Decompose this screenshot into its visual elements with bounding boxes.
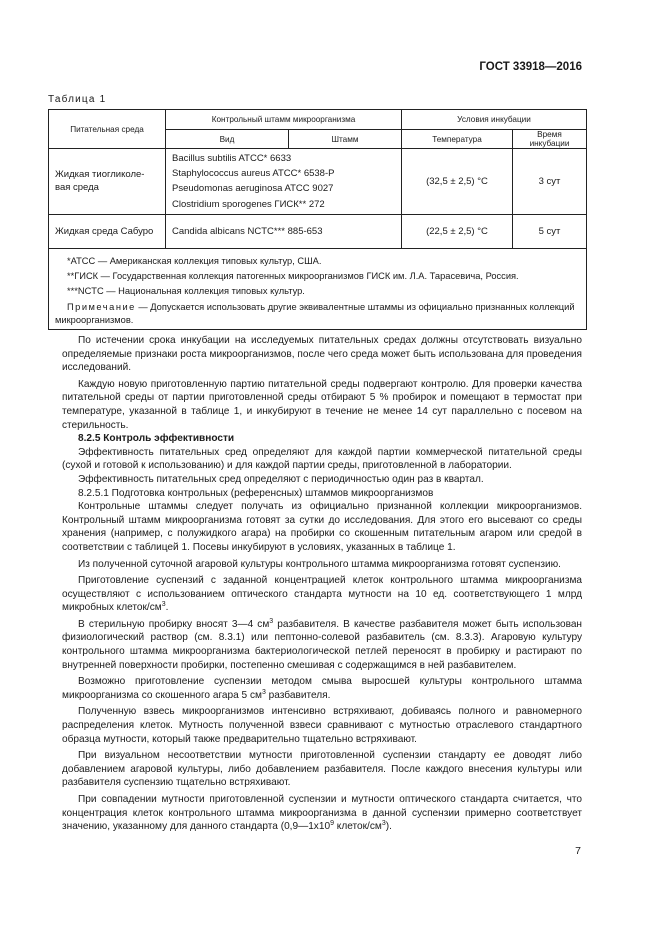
paragraph: Каждую новую приготовленную партию питательной среды подвергают контролю. Для проверки качества питательной среды от партии приготовленной среды отбирают 5 % пробирок и помещают в термостат при температуре, указанной в таблице 1, и инкубируют в течение не менее 14 сут параллельно с посевом на стерильность.: [62, 378, 582, 431]
section-heading: 8.2.5 Контроль эффективности: [78, 433, 235, 445]
row2-temperature: (22,5 ± 2,5) °C: [402, 214, 513, 248]
text: клеток/см: [334, 821, 382, 833]
paragraph: Из полученной суточной агаровой культуры контрольного штамма микроорганизма готовят суспензию.: [78, 558, 561, 570]
paragraph: Полученную взвесь микроорганизмов интенсивно встряхивают, добиваясь полного и равномерного распределения клеток. Мутность полученной взвеси сравнивают с мутностью отраслевого стандартного образца мутности, который также предварительно тщательно встряхивают.: [62, 706, 582, 745]
note-label: Примечание: [67, 301, 136, 312]
text: .: [165, 602, 169, 614]
paragraph: Эффективность питательных сред определяют для каждой партии коммерческой питательной среды (сухой и готовой к использованию) и для каждой партии среды, приготовленной в лаборатории.: [62, 446, 582, 472]
footnote: *ATCC — Американская коллекция типовых культур, США.: [67, 255, 322, 266]
footnote: **ГИСК — Государственная коллекция патогенных микроорганизмов ГИСК им. Л.А. Тарасевича, Россия.: [67, 270, 519, 281]
paragraph: [62, 618, 582, 672]
body-text: [62, 334, 582, 834]
paragraph: При визуальном несоответствии мутности приготовленной суспензии стандарту ее доводят либо добавлением агаровой культуры, либо добавлением разбавителя. После каждого внесения культуры или разбавителя суспензию тщательно встряхивают.: [62, 750, 582, 789]
table-note: [55, 301, 580, 327]
superscript: 3: [261, 688, 266, 696]
text: разбавителя. В качестве разбавителя может быть использован физиологический раствор (см. 8.3.1) или пептонно-солевой разбавитель (см. 8.3.3). Агаровую культуру контрольного штамма микроорганизма бактериологической петлей переносят в пробирку и растирают по внутренней поверхности пробирки, постепенно смешивая с содержащимся в ней разбавителем.: [62, 618, 583, 671]
strain-item: Clostridium sporogenes ГИСК** 272: [172, 198, 325, 210]
paragraph: [62, 675, 582, 702]
text: Возможно приготовление суспензии методом смыва выросшей культуры контрольного штамма микроорганизма со скошенного агара 5 см: [62, 676, 582, 701]
paragraph: По истечении срока инкубации на исследуемых питательных средах должны отсутствовать визуально определяемые признаки роста микроорганизмов, после чего среда может быть использована для проведения исследований.: [62, 335, 582, 374]
row1-temperature: (32,5 ± 2,5) °C: [402, 149, 513, 215]
superscript: 3: [381, 820, 386, 828]
header-strain: Штамм: [289, 130, 402, 149]
footnote: ***NCTC — Национальная коллекция типовых культур.: [67, 285, 305, 296]
subsection-heading: 8.2.5.1 Подготовка контрольных (референсных) штаммов микроорганизмов: [78, 487, 434, 499]
header-temperature: Температура: [402, 130, 513, 149]
header-conditions-group: Условия инкубации: [402, 110, 587, 130]
paragraph: Эффективность питательных сред определяют с периодичностью один раз в квартал.: [78, 473, 484, 485]
strain-item: Pseudomonas aeruginosa ATCC 9027: [172, 183, 334, 195]
row1-time: 3 сут: [513, 149, 587, 215]
table-footnotes: [49, 248, 587, 329]
note-text: — Допускается использовать другие эквивалентные штаммы из официально признанных коллекций микроорганизмов.: [55, 301, 575, 325]
superscript: 3: [161, 601, 166, 609]
text: При совпадении мутности приготовленной суспензии и мутности оптического стандарта считается, что концентрация клеток контрольного штамма микроорганизма в данной суспензии примерно соответствует значению, указанному для данного стандарта (0,9—1x10: [62, 794, 582, 833]
strain-item: Bacillus subtilis ATCC* 6633: [172, 153, 292, 164]
row2-time: 5 сут: [513, 214, 587, 248]
row2-medium: Жидкая среда Сабуро: [49, 214, 166, 248]
superscript: 3: [269, 617, 274, 625]
paragraph: [62, 793, 582, 834]
header-species: Вид: [166, 130, 289, 149]
text: Приготовление суспензий с заданной концентрацией клеток контрольного штамма микроорганизма осуществляют с использованием оптического стандарта мутности на 10 ед. соответствующего 1 млрд микробных клеток/см: [62, 575, 582, 614]
row1-strains: [166, 149, 402, 215]
row2-strains: Candida albicans NCTC*** 885-653: [166, 214, 402, 248]
table-caption: Таблица 1: [48, 94, 107, 105]
row1-medium: Жидкая тиогликоле-вая среда: [49, 149, 166, 215]
superscript: 9: [330, 820, 334, 828]
strain-item: Staphylococcus aureus ATCC* 6538-P: [172, 168, 335, 180]
incubation-table: [48, 109, 587, 330]
table-row: [49, 149, 587, 215]
document-id: ГОСТ 33918—2016: [479, 61, 582, 73]
page-number: 7: [575, 845, 581, 857]
text: ).: [385, 821, 392, 833]
table-row: [49, 214, 587, 248]
paragraph: [62, 574, 582, 615]
header-time: Время инкубации: [513, 130, 587, 149]
paragraph: Контрольные штаммы следует получать из официально признанной коллекции микроорганизмов. Контрольный штамм микроорганизма готовят за сутки до исследования. Для этого его высевают со среды хранения (например, с полужидкого агара) на пробирки со скошенным питательным агаром или средой в соответствии с таблицей 1. Посевы инкубируют в условиях, указанных в таблице 1.: [62, 501, 582, 553]
text: В стерильную пробирку вносят 3—4 см: [78, 618, 270, 630]
text: разбавителя.: [265, 689, 331, 701]
header-medium: Питательная среда: [49, 110, 166, 149]
header-strain-group: Контрольный штамм микроорганизма: [166, 110, 402, 130]
